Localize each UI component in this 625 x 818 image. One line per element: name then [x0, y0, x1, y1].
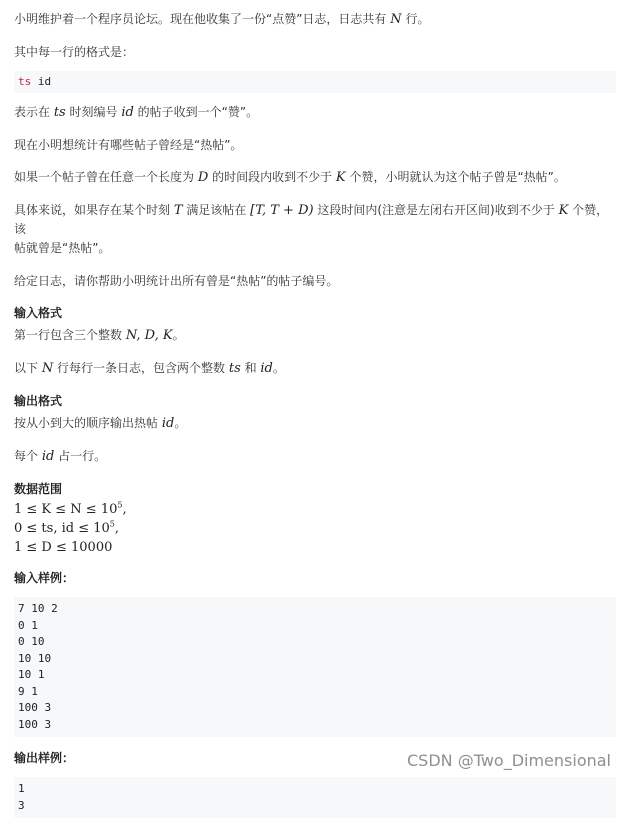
input-format-line1: 第一行包含三个整数 N, D, K。: [14, 328, 185, 343]
sample-input-line: 100 3: [18, 717, 52, 731]
csdn-watermark: CSDN @Two_Dimensional: [407, 751, 611, 770]
input-format-heading: 输入格式: [14, 306, 63, 320]
sample-input-line: 10 10: [18, 651, 52, 665]
sample-input-block: [14, 597, 616, 737]
format-code-block: [14, 71, 616, 93]
sample-output-line: 1: [18, 782, 25, 795]
sample-output-block: [14, 777, 616, 818]
format-meaning: 表示在 ts 时刻编号 id 的帖子收到一个“赞”。: [14, 105, 259, 120]
goal-paragraph: 现在小明想统计有哪些帖子曾经是“热帖”。: [14, 138, 243, 152]
input-format-line2: 以下 N 行每行一条日志，包含两个整数 ts 和 id。: [14, 361, 285, 376]
sample-input-heading: 输入样例：: [14, 571, 75, 585]
sample-input-line: 0 1: [18, 618, 38, 632]
sample-output-line: 3: [18, 798, 25, 812]
sample-output-heading: 输出样例：: [14, 751, 75, 765]
output-format-line2: 每个 id 占一行。: [14, 449, 107, 464]
output-format-heading: 输出格式: [14, 394, 63, 408]
task-paragraph: 给定日志，请你帮助小明统计出所有曾是“热帖”的帖子编号。: [14, 274, 339, 288]
range-ts-id: 0 ≤ ts, id ≤ $10^5$,: [14, 519, 120, 536]
sample-input-line: 9 1: [18, 684, 38, 698]
intro-paragraph: 小明维护着一个程序员论坛。现在他收集了一份“点赞”日志，日志共有 N 行。: [14, 12, 430, 27]
format-code-id: id: [31, 75, 52, 88]
sample-input-line: 10 1: [18, 668, 45, 681]
data-range-list: [14, 500, 615, 557]
sample-input-line: 7 10 2: [18, 602, 58, 615]
hot-definition: 如果一个帖子曾在任意一个长度为 D 的时间段内收到不少于 K 个赞，小明就认为这个帖子曾是“热帖”。: [14, 170, 566, 185]
sample-input-line: 100 3: [18, 701, 52, 714]
data-range-heading: 数据范围: [14, 482, 63, 496]
format-code-ts: ts: [18, 75, 32, 88]
hot-detail: 具体来说，如果存在某个时刻 T 满足该帖在 [T, T + D) 这段时间内(注意是左闭右开区间)收到不少于 K 个赞，该 帖就曾是“热帖”。: [14, 203, 609, 255]
sample-input-line: 0 10: [18, 635, 45, 648]
math-n: N: [390, 12, 402, 27]
format-intro: 其中每一行的格式是：: [14, 45, 135, 59]
range-d: 1 ≤ D ≤ 10000: [14, 540, 113, 555]
range-k-n: $1 \le K \le N \le 10^5$,: [14, 500, 127, 517]
output-format-line1: 按从小到大的顺序输出热帖 id。: [14, 416, 187, 431]
